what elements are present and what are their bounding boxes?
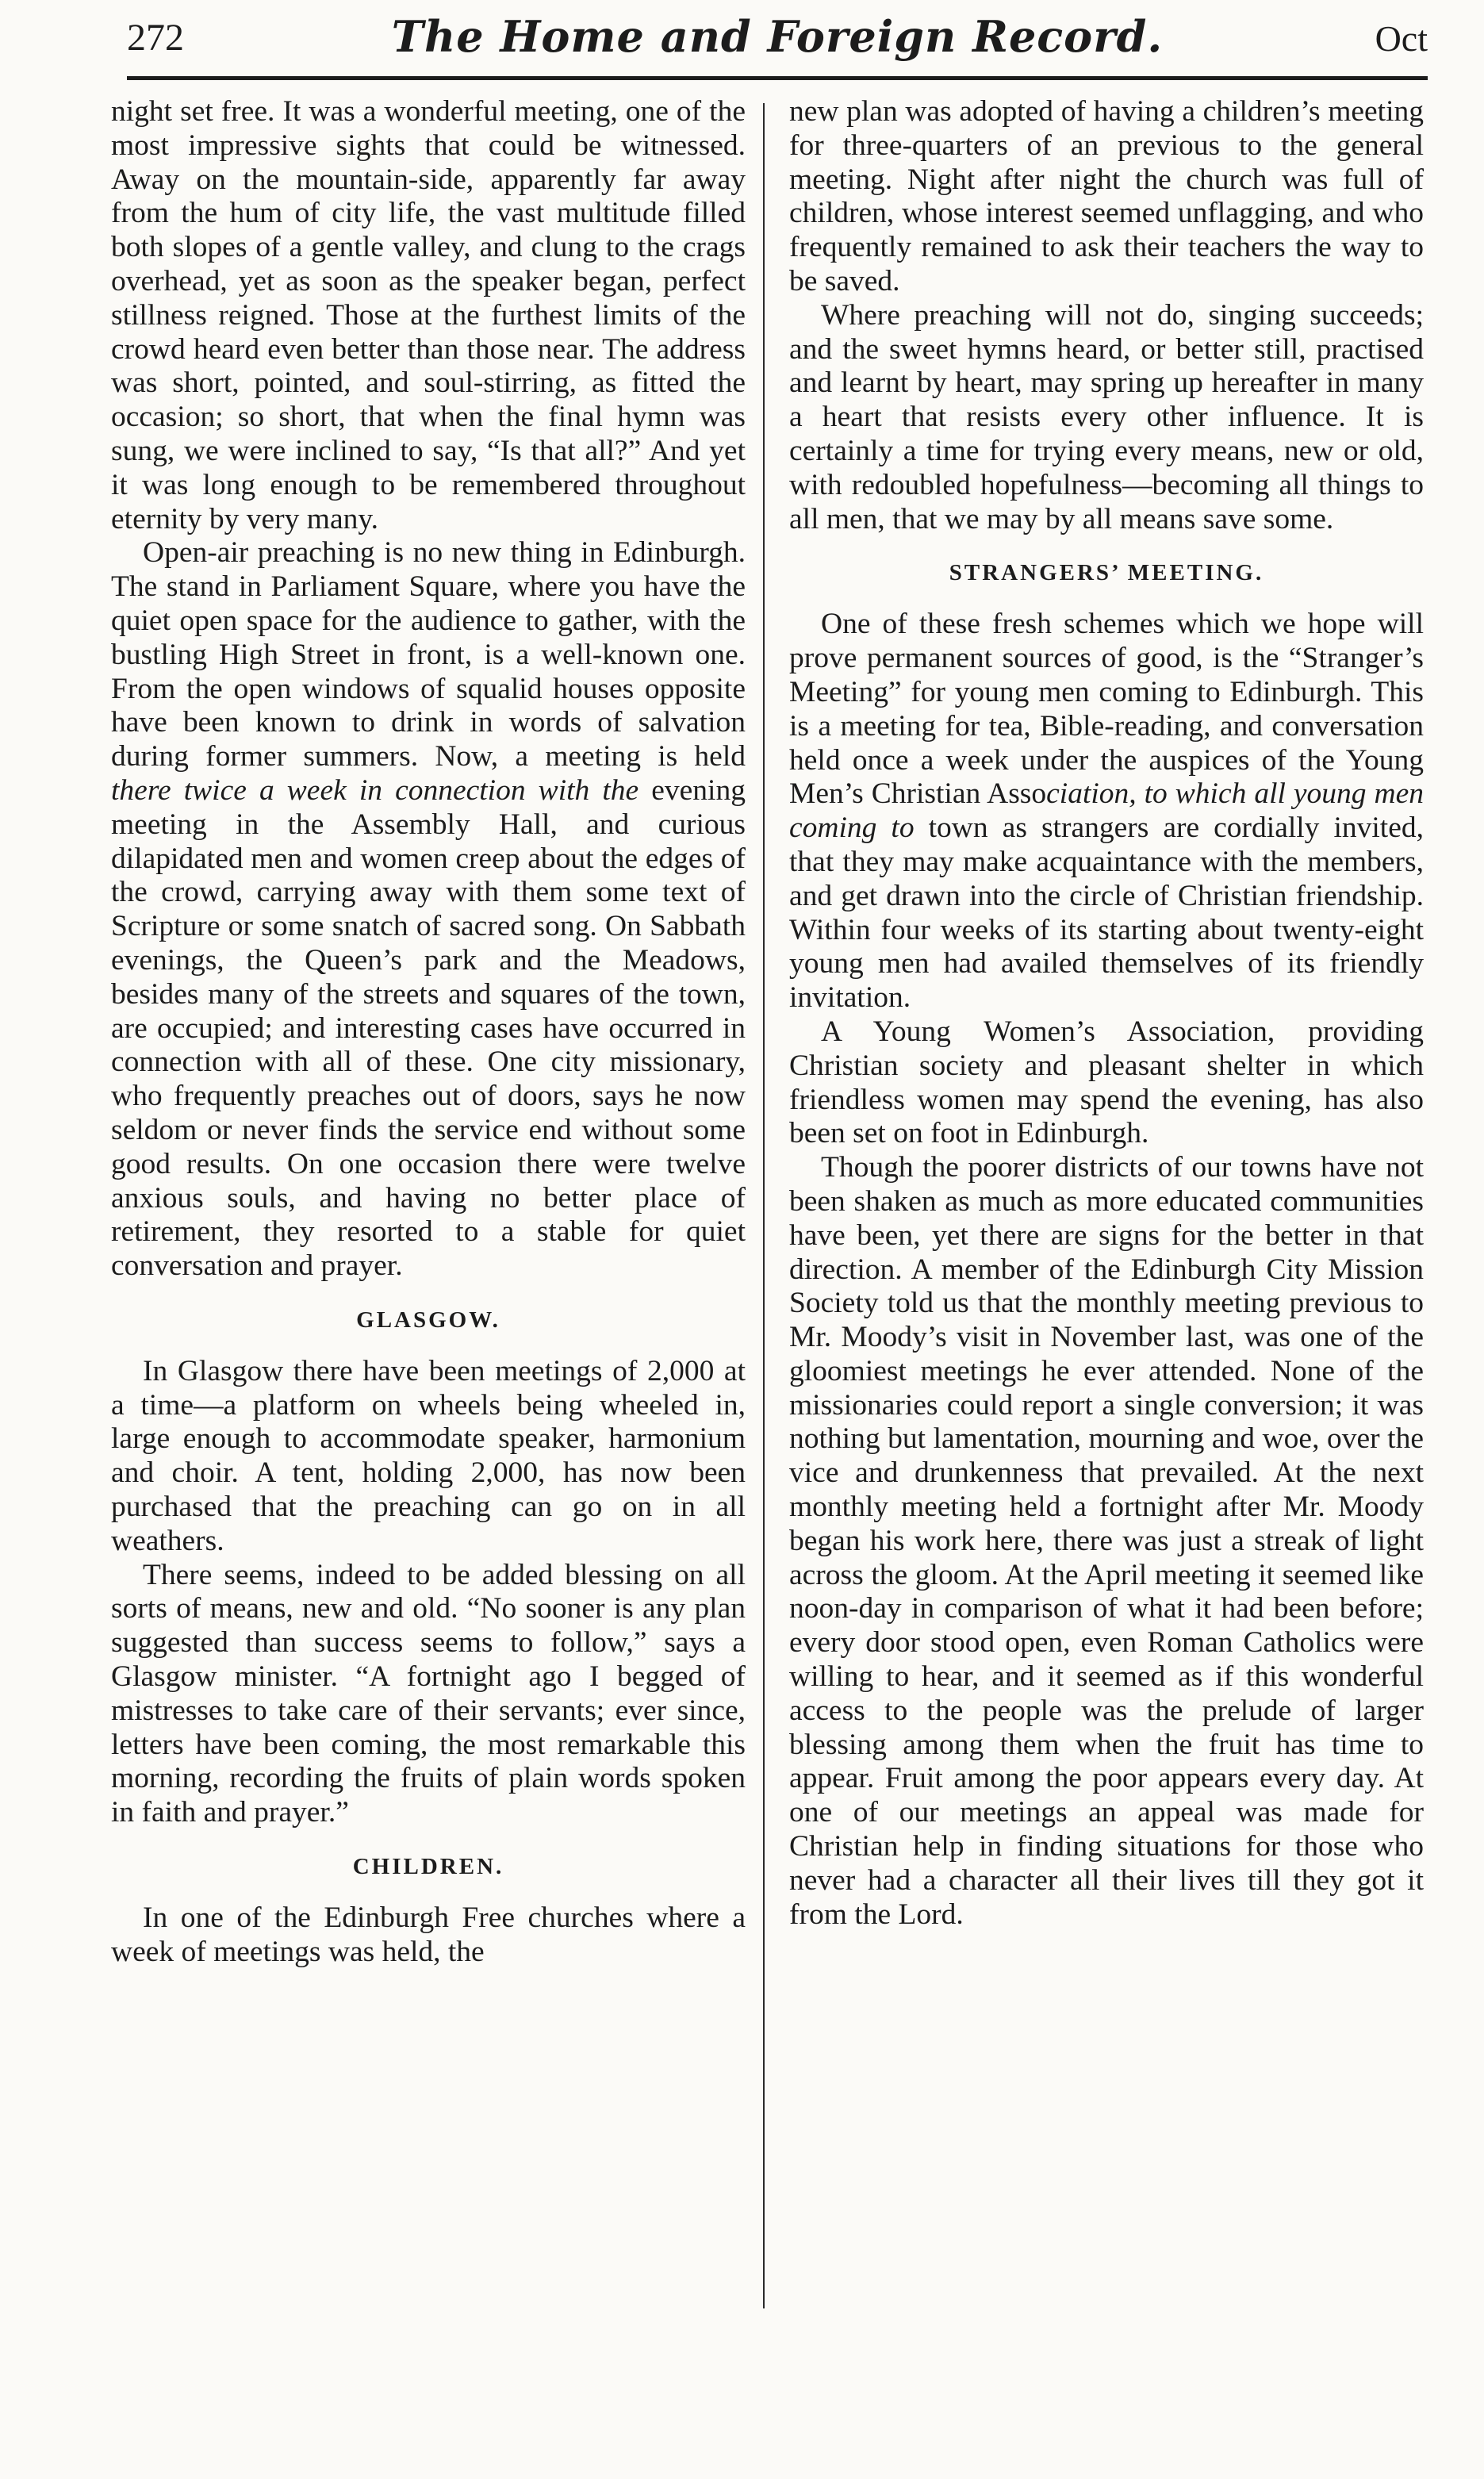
column-divider (763, 103, 765, 2308)
header-rule (127, 76, 1428, 80)
paragraph-continued: night set free. It was a wonderful meeting, one of the most impressive sights that could be witnessed. Away on the mountain-side, apparently far away from the hum of city life, the vast multitude filled both slopes of a gentle valley, and clung to the crags overhead, yet as soon as the speaker began, perfect stillness reigned. Those at the furthest limits of the crowd heard even better than those near. The address was short, pointed, and soul-stirring, as fitted the occasion; so short, that when the final hymn was sung, we were inclined to say, “Is that all?” And yet it was long enough to be remembered throughout eternity by very many. (111, 95, 746, 535)
right-column (789, 95, 1424, 1932)
paragraph-young-womens-association: A Young Women’s Association, providing Christian society and pleasant shelter in which friendless women may spend the evening, has also been set on foot in Edinburgh. (789, 1015, 1424, 1150)
text-run: One of these fresh schemes which we hope will prove permanent sources of good, is the “Stranger’s Meeting” for young men coming to Edinburgh. This is a meeting for tea, Bible-reading, and conversation held once a week under the auspices of the Young Men’s Christian Asso (789, 608, 1424, 811)
italic-text-run: ciation, to which all young men coming to (789, 777, 1424, 845)
page-number: 272 (127, 17, 184, 59)
section-heading-strangers-meeting: STRANGERS’ MEETING. (949, 560, 1264, 586)
text-run: Open-air preaching is no new thing in Edinburgh. The stand in Parliament Square, where you have the quiet open space for the audience to gather, with the bustling High Street in front, is a well-known one. From the open windows of squalid houses opposite have been known to drink in words of salvation during former summers. Now, a meeting is held (111, 536, 746, 773)
paragraph-singing: Where preaching will not do, singing succeeds; and the sweet hymns heard, or better still, practised and learnt by heart, may spring up hereafter in many a heart that resists every other influence. It is certainly a time for trying every means, new or old, with redoubled hopefulness—becoming all things to all men, that we may by all means save some. (789, 298, 1424, 535)
italic-text-run: there twice a week in connection with the (111, 773, 639, 807)
running-title: The Home and Foreign Record. (391, 11, 1164, 62)
text-run: town as strangers are cordially invited, that they may make acquaintance with the members, and get drawn into the circle of Christian friendship. Within four weeks of its starting about twenty-eight young men had availed themselves of its friendly invitation. (789, 812, 1424, 1015)
section-heading-children: CHILDREN. (352, 1854, 504, 1880)
paragraph-strangers-meeting (789, 608, 1424, 1015)
paragraph-glasgow-meetings: In Glasgow there have been meetings of 2,000 at a time—a platform on wheels being wheeled in, large enough to accommodate speaker, harmonium and choir. A tent, holding 2,000, has now been purchased that the preaching can go on in all weathers. (111, 1354, 746, 1557)
page-month: Oct (1375, 18, 1428, 59)
left-column (111, 95, 746, 1970)
section-heading-glasgow: GLASGOW. (356, 1307, 500, 1333)
paragraph-open-air-preaching (111, 536, 746, 1284)
paragraph-children: In one of the Edinburgh Free churches where a week of meetings was held, the (111, 1901, 746, 1968)
paragraph-continued: new plan was adopted of having a children’s meeting for three-quarters of an previous to the general meeting. Night after night the church was full of children, whose interest seemed unflagging, and who frequently remained to ask their teachers the way to be saved. (789, 95, 1424, 297)
paragraph-blessing: There seems, indeed to be added blessing on all sorts of means, new and old. “No sooner is any plan suggested than success seems to follow,” says a Glasgow minister. “A fortnight ago I begged of mistresses to take care of their servants; ever since, letters have been coming, the most remarkable this morning, recording the fruits of plain words spoken in faith and prayer.” (111, 1558, 746, 1829)
paragraph-poorer-districts: Though the poorer districts of our towns have not been shaken as much as more educated communities have been, yet there are signs for the better in that direction. A member of the Edinburgh City Mission Society told us that the monthly meeting previous to Mr. Moody’s visit in November last, was one of the gloomiest meetings he ever attended. None of the missionaries could report a single conversion; it was nothing but lamentation, mourning and woe, over the vice and drunkenness that prevailed. At the next monthly meeting held a fortnight after Mr. Moody began his work here, there was just a streak of light across the gloom. At the April meeting it seemed like noon-day in comparison of what it had been before; every door stood open, even Roman Catholics were willing to hear, and it seemed as if this wonderful access to the people was the prelude of larger blessing among them when the fruit has time to appear. Fruit among the poor appears every day. At one of our meetings an appeal was made for Christian help in finding situations for those who never had a character all their lives till they got it from the Lord. (789, 1151, 1424, 1931)
page-header (127, 11, 1428, 75)
text-run: evening meeting in the Assembly Hall, and curious dilapidated men and women creep about the edges of the crowd, carrying away with them some text of Scripture or some snatch of sacred song. On Sabbath evenings, the Queen’s park and the Meadows, besides many of the streets and squares of the town, are occupied; and interesting cases have occurred in connection with all of these. One city missionary, who frequently preaches out of doors, says he now seldom or never finds the service end without some good results. On one occasion there were twelve anxious souls, and having no better place of retirement, they resorted to a stable for quiet conversation and prayer. (111, 773, 746, 1283)
